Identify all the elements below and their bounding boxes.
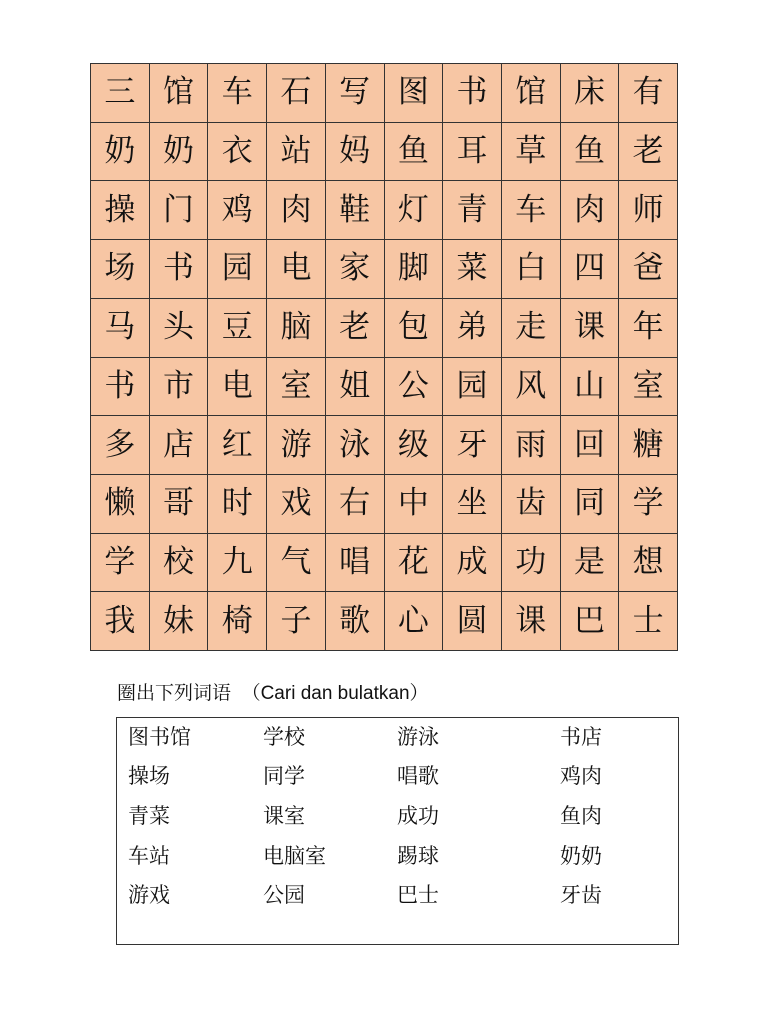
grid-cell[interactable]: 子 bbox=[267, 592, 326, 651]
grid-cell[interactable]: 车 bbox=[502, 181, 561, 240]
grid-cell[interactable]: 泳 bbox=[326, 416, 385, 475]
grid-cell[interactable]: 中 bbox=[385, 475, 444, 534]
grid-cell[interactable]: 电 bbox=[267, 240, 326, 299]
grid-cell[interactable]: 书 bbox=[91, 358, 150, 417]
grid-cell[interactable]: 园 bbox=[208, 240, 267, 299]
grid-cell[interactable]: 鱼 bbox=[385, 123, 444, 182]
grid-cell[interactable]: 三 bbox=[91, 64, 150, 123]
grid-cell[interactable]: 馆 bbox=[150, 64, 209, 123]
grid-cell[interactable]: 脑 bbox=[267, 299, 326, 358]
grid-cell[interactable]: 课 bbox=[502, 592, 561, 651]
grid-cell[interactable]: 老 bbox=[619, 123, 678, 182]
grid-cell[interactable]: 圆 bbox=[443, 592, 502, 651]
grid-cell[interactable]: 包 bbox=[385, 299, 444, 358]
grid-cell[interactable]: 草 bbox=[502, 123, 561, 182]
grid-cell[interactable]: 豆 bbox=[208, 299, 267, 358]
grid-cell[interactable]: 功 bbox=[502, 534, 561, 593]
grid-cell[interactable]: 园 bbox=[443, 358, 502, 417]
grid-cell[interactable]: 级 bbox=[385, 416, 444, 475]
grid-cell[interactable]: 姐 bbox=[326, 358, 385, 417]
grid-cell[interactable]: 书 bbox=[150, 240, 209, 299]
grid-cell[interactable]: 奶 bbox=[91, 123, 150, 182]
grid-cell[interactable]: 鸡 bbox=[208, 181, 267, 240]
grid-cell[interactable]: 校 bbox=[150, 534, 209, 593]
grid-cell[interactable]: 衣 bbox=[208, 123, 267, 182]
grid-cell[interactable]: 想 bbox=[619, 534, 678, 593]
grid-cell[interactable]: 雨 bbox=[502, 416, 561, 475]
grid-cell[interactable]: 弟 bbox=[443, 299, 502, 358]
grid-cell[interactable]: 鞋 bbox=[326, 181, 385, 240]
word-list-item: 踢球 bbox=[397, 844, 439, 868]
grid-cell[interactable]: 糖 bbox=[619, 416, 678, 475]
grid-cell[interactable]: 门 bbox=[150, 181, 209, 240]
grid-cell[interactable]: 学 bbox=[619, 475, 678, 534]
word-list-item: 公园 bbox=[263, 883, 305, 907]
grid-cell[interactable]: 操 bbox=[91, 181, 150, 240]
word-list-item: 电脑室 bbox=[263, 844, 326, 868]
grid-cell[interactable]: 红 bbox=[208, 416, 267, 475]
grid-cell[interactable]: 爸 bbox=[619, 240, 678, 299]
grid-cell[interactable]: 坐 bbox=[443, 475, 502, 534]
grid-cell[interactable]: 室 bbox=[619, 358, 678, 417]
word-list-item: 操场 bbox=[128, 764, 170, 788]
grid-cell[interactable]: 时 bbox=[208, 475, 267, 534]
grid-cell[interactable]: 齿 bbox=[502, 475, 561, 534]
instruction-malay: （Cari dan bulatkan） bbox=[241, 683, 429, 704]
word-list-item: 青菜 bbox=[128, 804, 170, 828]
grid-cell[interactable]: 馆 bbox=[502, 64, 561, 123]
grid-cell[interactable]: 唱 bbox=[326, 534, 385, 593]
word-list-box bbox=[116, 717, 679, 945]
grid-cell[interactable]: 戏 bbox=[267, 475, 326, 534]
grid-cell[interactable]: 成 bbox=[443, 534, 502, 593]
grid-cell[interactable]: 心 bbox=[385, 592, 444, 651]
grid-cell[interactable]: 灯 bbox=[385, 181, 444, 240]
grid-cell[interactable]: 白 bbox=[502, 240, 561, 299]
word-list-item: 书店 bbox=[560, 725, 602, 749]
grid-cell[interactable]: 九 bbox=[208, 534, 267, 593]
instruction-chinese: 圈出下列词语 bbox=[117, 682, 232, 704]
grid-cell[interactable]: 花 bbox=[385, 534, 444, 593]
grid-cell[interactable]: 妹 bbox=[150, 592, 209, 651]
grid-cell[interactable]: 耳 bbox=[443, 123, 502, 182]
word-list-item: 成功 bbox=[397, 804, 439, 828]
word-list-item: 学校 bbox=[263, 725, 305, 749]
grid-cell[interactable]: 家 bbox=[326, 240, 385, 299]
grid-cell[interactable]: 菜 bbox=[443, 240, 502, 299]
grid-cell[interactable]: 石 bbox=[267, 64, 326, 123]
grid-cell[interactable]: 同 bbox=[561, 475, 620, 534]
grid-cell[interactable]: 车 bbox=[208, 64, 267, 123]
grid-cell[interactable]: 奶 bbox=[150, 123, 209, 182]
grid-cell[interactable]: 我 bbox=[91, 592, 150, 651]
grid-cell[interactable]: 妈 bbox=[326, 123, 385, 182]
word-list-item: 游泳 bbox=[397, 725, 439, 749]
grid-cell[interactable]: 有 bbox=[619, 64, 678, 123]
grid-cell[interactable]: 年 bbox=[619, 299, 678, 358]
grid-cell[interactable]: 右 bbox=[326, 475, 385, 534]
grid-cell[interactable]: 肉 bbox=[561, 181, 620, 240]
grid-cell[interactable]: 鱼 bbox=[561, 123, 620, 182]
grid-cell[interactable]: 师 bbox=[619, 181, 678, 240]
grid-cell[interactable]: 士 bbox=[619, 592, 678, 651]
grid-cell[interactable]: 青 bbox=[443, 181, 502, 240]
grid-cell[interactable]: 市 bbox=[150, 358, 209, 417]
grid-cell[interactable]: 气 bbox=[267, 534, 326, 593]
word-list-item: 课室 bbox=[263, 804, 305, 828]
grid-cell[interactable]: 电 bbox=[208, 358, 267, 417]
word-list-item: 鸡肉 bbox=[560, 764, 602, 788]
word-list-item: 鱼肉 bbox=[560, 804, 602, 828]
grid-cell[interactable]: 店 bbox=[150, 416, 209, 475]
grid-cell[interactable]: 是 bbox=[561, 534, 620, 593]
word-list-item: 牙齿 bbox=[560, 883, 602, 907]
grid-cell[interactable]: 马 bbox=[91, 299, 150, 358]
instruction-text bbox=[117, 678, 429, 705]
word-list-item: 图书馆 bbox=[128, 725, 191, 749]
word-search-grid bbox=[90, 63, 678, 651]
word-list-item: 巴士 bbox=[397, 883, 439, 907]
grid-cell[interactable]: 巴 bbox=[561, 592, 620, 651]
grid-cell[interactable]: 椅 bbox=[208, 592, 267, 651]
grid-cell[interactable]: 山 bbox=[561, 358, 620, 417]
grid-cell[interactable]: 写 bbox=[326, 64, 385, 123]
grid-cell[interactable]: 场 bbox=[91, 240, 150, 299]
grid-cell[interactable]: 游 bbox=[267, 416, 326, 475]
grid-cell[interactable]: 回 bbox=[561, 416, 620, 475]
grid-cell[interactable]: 课 bbox=[561, 299, 620, 358]
grid-cell[interactable]: 图 bbox=[385, 64, 444, 123]
word-list-item: 车站 bbox=[128, 844, 170, 868]
grid-cell[interactable]: 哥 bbox=[150, 475, 209, 534]
grid-cell[interactable]: 四 bbox=[561, 240, 620, 299]
grid-cell[interactable]: 走 bbox=[502, 299, 561, 358]
grid-cell[interactable]: 室 bbox=[267, 358, 326, 417]
word-list-item: 游戏 bbox=[128, 883, 170, 907]
grid-cell[interactable]: 歌 bbox=[326, 592, 385, 651]
grid-cell[interactable]: 公 bbox=[385, 358, 444, 417]
word-list-item: 奶奶 bbox=[560, 844, 602, 868]
word-list-item: 同学 bbox=[263, 764, 305, 788]
grid-cell[interactable]: 头 bbox=[150, 299, 209, 358]
grid-cell[interactable]: 书 bbox=[443, 64, 502, 123]
grid-cell[interactable]: 风 bbox=[502, 358, 561, 417]
grid-cell[interactable]: 多 bbox=[91, 416, 150, 475]
grid-cell[interactable]: 床 bbox=[561, 64, 620, 123]
grid-cell[interactable]: 老 bbox=[326, 299, 385, 358]
word-list-item: 唱歌 bbox=[397, 764, 439, 788]
grid-cell[interactable]: 懒 bbox=[91, 475, 150, 534]
grid-cell[interactable]: 学 bbox=[91, 534, 150, 593]
grid-cell[interactable]: 脚 bbox=[385, 240, 444, 299]
grid-cell[interactable]: 肉 bbox=[267, 181, 326, 240]
grid-cell[interactable]: 站 bbox=[267, 123, 326, 182]
grid-cell[interactable]: 牙 bbox=[443, 416, 502, 475]
